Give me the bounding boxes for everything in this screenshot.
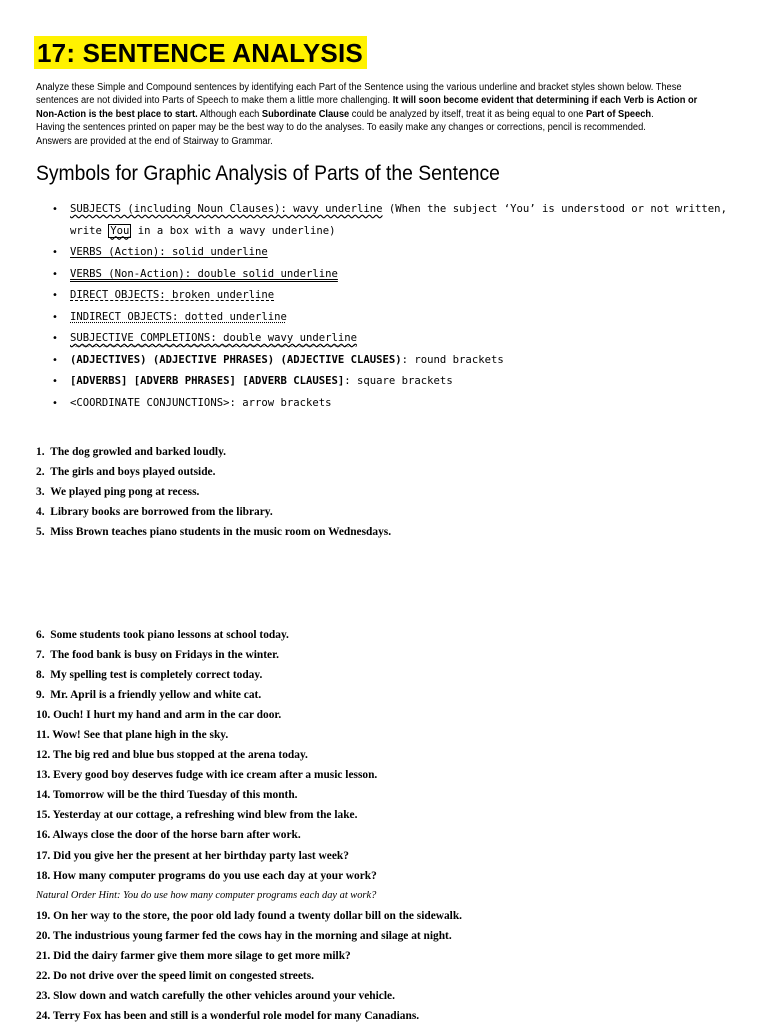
instructions <box>36 81 735 148</box>
sentence-item: 7. The food bank is busy on Fridays in the winter. <box>36 649 279 662</box>
sentence-item: 10. Ouch! I hurt my hand and arm in the car door. <box>36 709 282 722</box>
symbol-item-verbs-nonaction <box>52 264 742 286</box>
instructions-emphasis: It will soon become evident that determining if each Verb is Action or <box>392 95 698 107</box>
instructions-text: Although each <box>197 108 262 120</box>
sentence-item: 15. Yesterday at our cottage, a refreshing wind blew from the lake. <box>36 809 358 822</box>
sentence-item: 1. The dog growled and barked loudly. <box>36 446 226 458</box>
you-box: You <box>110 224 130 237</box>
subjective-completions-label: SUBJECTIVE COMPLETIONS: double wavy underline <box>70 332 358 344</box>
verbs-nonaction-label: VERBS (Non-Action): double solid underline <box>70 267 338 280</box>
sentence-item: 18. How many computer programs do you use each day at your work? <box>36 869 377 882</box>
sentence-item: 3. We played ping pong at recess. <box>36 486 200 499</box>
subjects-note: in a box with a wavy underline) <box>131 224 336 237</box>
indirect-objects-label: INDIRECT OBJECTS: dotted underline <box>70 310 287 323</box>
instructions-emphasis: Non-Action is the best place to start. <box>36 108 198 120</box>
sentence-item: 17. Did you give her the present at her birthday party last week? <box>36 849 349 862</box>
subjects-label: SUBJECTS (including Noun Clauses): wavy underline <box>70 203 383 215</box>
instructions-text: Answers are provided at the end of Stairway to Grammar. <box>36 135 273 147</box>
adjectives-brackets: (ADJECTIVES) (ADJECTIVE PHRASES) (ADJECTIVE CLAUSES) <box>70 353 402 366</box>
adjectives-desc: : round brackets <box>401 353 504 366</box>
sentence-item: 4. Library books are borrowed from the library. <box>36 506 273 519</box>
sentence-item: 5. Miss Brown teaches piano students in the music room on Wednesdays. <box>36 526 392 539</box>
sentence-item: 2. The girls and boys played outside. <box>36 466 216 479</box>
instructions-text: Having the sentences printed on paper may be the best way to do the analyses. To easily make any changes or corrections, pencil is recommended. <box>36 122 646 134</box>
instructions-line <box>36 108 735 121</box>
sentence-item: 21. Did the dairy farmer give them more silage to get more milk? <box>36 949 351 962</box>
conjunctions-label: <COORDINATE CONJUNCTIONS>: arrow brackets <box>70 396 332 409</box>
instructions-text: could be analyzed by itself, treat it as being equal to one <box>349 108 586 120</box>
sentence-item: 19. On her way to the store, the poor old lady found a twenty dollar bill on the sidewalk. <box>36 909 463 922</box>
symbol-item-verbs-action <box>52 242 742 264</box>
page-title: 17: SENTENCE ANALYSIS <box>34 36 367 69</box>
adverbs-desc: : square brackets <box>344 375 453 387</box>
instructions-line <box>36 121 735 134</box>
instructions-text: . <box>651 108 654 120</box>
sentence-item: 12. The big red and blue bus stopped at the arena today. <box>36 749 308 762</box>
sentence-item: 23. Slow down and watch carefully the other vehicles around your vehicle. <box>36 989 395 1002</box>
adverbs-brackets: [ADVERBS] [ADVERB PHRASES] [ADVERB CLAUSES] <box>70 375 345 387</box>
sentence-item: 22. Do not drive over the speed limit on congested streets. <box>36 969 314 982</box>
verbs-action-label: VERBS (Action): solid underline <box>70 246 268 258</box>
sentence-list-b <box>36 625 462 1026</box>
subjects-note: write <box>70 224 109 237</box>
instructions-line <box>36 94 735 107</box>
section-heading: Symbols for Graphic Analysis of Parts of the Sentence <box>36 162 500 185</box>
instructions-emphasis: Part of Speech <box>585 108 652 120</box>
sentence-item: 8. My spelling test is completely correct today. <box>36 669 263 682</box>
symbol-item-indirect-objects <box>52 307 742 329</box>
instructions-text: sentences are not divided into Parts of Speech to make them a little more challenging. <box>36 95 393 107</box>
subjects-note: (When the subject ‘You’ is understood or not written, <box>382 203 727 215</box>
instructions-line <box>36 81 735 94</box>
symbol-item-subjects <box>52 199 742 242</box>
sentence-list-a <box>36 442 391 542</box>
hint-note: Natural Order Hint: You do use how many computer programs each day at work? <box>36 889 377 901</box>
symbol-list <box>52 199 742 414</box>
symbol-item-adjectives <box>52 350 742 372</box>
sentence-item: 14. Tomorrow will be the third Tuesday of this month. <box>36 789 298 802</box>
instructions-text: Analyze these Simple and Compound sentences by identifying each Part of the Sentence using the various underline and bracket styles shown below. These <box>36 82 682 93</box>
symbol-item-subjective-completions <box>52 328 742 350</box>
direct-objects-label: DIRECT OBJECTS: broken underline <box>70 289 275 301</box>
sentence-item: 24. Terry Fox has been and still is a wonderful role model for many Canadians. <box>36 1009 420 1022</box>
instructions-emphasis: Subordinate Clause <box>261 108 350 120</box>
sentence-item: 9. Mr. April is a friendly yellow and white cat. <box>36 689 262 702</box>
symbol-item-adverbs <box>52 371 742 393</box>
instructions-line <box>36 135 735 148</box>
sentence-item: 13. Every good boy deserves fudge with ice cream after a music lesson. <box>36 769 378 782</box>
sentence-item: 6. Some students took piano lessons at school today. <box>36 629 289 641</box>
sentence-item: 20. The industrious young farmer fed the cows hay in the morning and silage at night. <box>36 929 452 942</box>
symbol-item-direct-objects <box>52 285 742 307</box>
sentence-item: 11. Wow! See that plane high in the sky. <box>36 729 229 742</box>
sentence-item: 16. Always close the door of the horse barn after work. <box>36 829 301 842</box>
symbol-item-conjunctions <box>52 393 742 415</box>
